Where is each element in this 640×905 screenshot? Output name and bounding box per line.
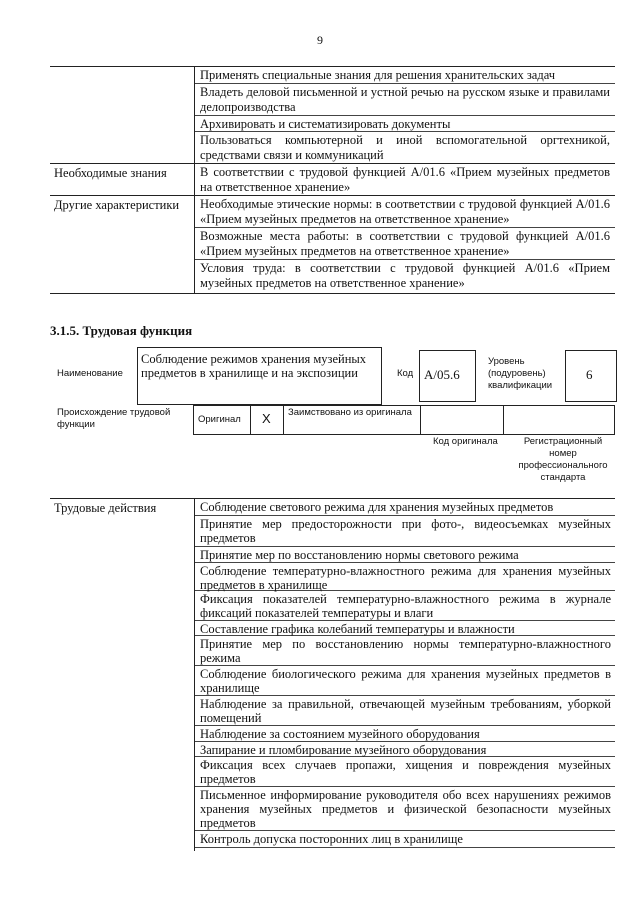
action-row (195, 757, 615, 787)
action-text: Соблюдение температурно-влажностного режима для хранения музейных предметов в хранилище (200, 564, 611, 592)
action-text: Соблюдение светового режима для хранения музейных предметов (200, 500, 554, 514)
labor-actions-table (50, 498, 615, 851)
action-text: Соблюдение биологического режима для хранения музейных предметов в хранилище (200, 667, 611, 695)
other-label: Другие характеристики (54, 198, 180, 212)
original-mark: X (262, 411, 271, 426)
action-row (195, 831, 615, 848)
skill-item: Владеть деловой письменной и устной речью на русском языке и правилами делопроизводства (200, 85, 610, 114)
skill-item: Пользоваться компьютерной и иной вспомогательной оргтехникой, средствами связи и коммуникаций (200, 133, 610, 162)
action-text: Фиксация всех случаев пропажи, хищения и повреждения музейных предметов (200, 758, 611, 786)
action-text: Наблюдение за правильной, отвечающей музейным требованиям, уборкой помещений (200, 697, 611, 725)
level-label: Уровень (подуровень) квалификации (488, 356, 553, 391)
action-row (195, 621, 615, 636)
knowledge-label: Необходимые знания (54, 166, 167, 180)
action-text: Принятие мер предосторожности при фото-, видеосъемках музейных предметов (200, 517, 611, 545)
action-row (195, 696, 615, 726)
skill-item: Архивировать и систематизировать документы (200, 117, 451, 131)
borrowed-label: Заимствовано из оригинала (288, 407, 412, 418)
action-row (195, 666, 615, 696)
code-value: А/05.6 (424, 367, 460, 382)
section-title: 3.1.5. Трудовая функция (50, 323, 193, 338)
action-row (195, 726, 615, 742)
action-row (195, 787, 615, 831)
action-text: Принятие мер по восстановлению нормы температурно-влажностного режима (200, 637, 611, 665)
page-number: 9 (317, 33, 323, 47)
labor-actions-label: Трудовые действия (54, 501, 157, 515)
name-label: Наименование (57, 368, 123, 379)
reg-number-label: Регистрационный номер профессионального стандарта (518, 436, 608, 483)
action-row (195, 591, 615, 621)
other-item: Возможные места работы: в соответствии с трудовой функцией А/01.6 «Прием музейных предметов на ответственное хранение» (200, 229, 610, 258)
action-text: Наблюдение за состоянием музейного оборудования (200, 727, 480, 741)
action-text: Составление графика колебаний температуры и влажности (200, 622, 515, 636)
action-row (195, 636, 615, 666)
code-original-label: Код оригинала (433, 436, 498, 447)
knowledge-text: В соответствии с трудовой функцией А/01.6 «Прием музейных предметов на ответственное хранение» (200, 165, 610, 194)
action-text: Запирание и пломбирование музейного оборудования (200, 743, 487, 757)
action-row (195, 563, 615, 591)
original-label: Оригинал (198, 414, 241, 425)
skills-table (50, 66, 615, 294)
action-row (195, 499, 615, 516)
other-item: Условия труда: в соответствии с трудовой функцией А/01.6 «Прием музейных предметов на ответственное хранение» (200, 261, 610, 290)
name-value: Соблюдение режимов хранения музейных предметов в хранилище и на экспозиции (141, 352, 367, 380)
action-row (195, 547, 615, 563)
action-text: Принятие мер по восстановлению нормы светового режима (200, 548, 519, 562)
level-value: 6 (586, 367, 593, 382)
action-row (195, 516, 615, 547)
action-text: Контроль допуска посторонних лиц в хранилище (200, 832, 463, 846)
action-text: Фиксация показателей температурно-влажностного режима в журнале фиксаций показателей температуры и влаги (200, 592, 611, 620)
action-row (195, 742, 615, 757)
origin-label: Происхождение трудовой функции (57, 407, 171, 430)
skill-item: Применять специальные знания для решения хранительских задач (200, 68, 556, 82)
action-text: Письменное информирование руководителя обо всех нарушениях режимов хранения музейных предметов и физической безопасности музейных предметов (200, 788, 611, 830)
code-label: Код (397, 368, 414, 379)
other-item: Необходимые этические нормы: в соответствии с трудовой функцией А/01.6 «Прием музейных предметов на ответственное хранение» (200, 197, 610, 226)
